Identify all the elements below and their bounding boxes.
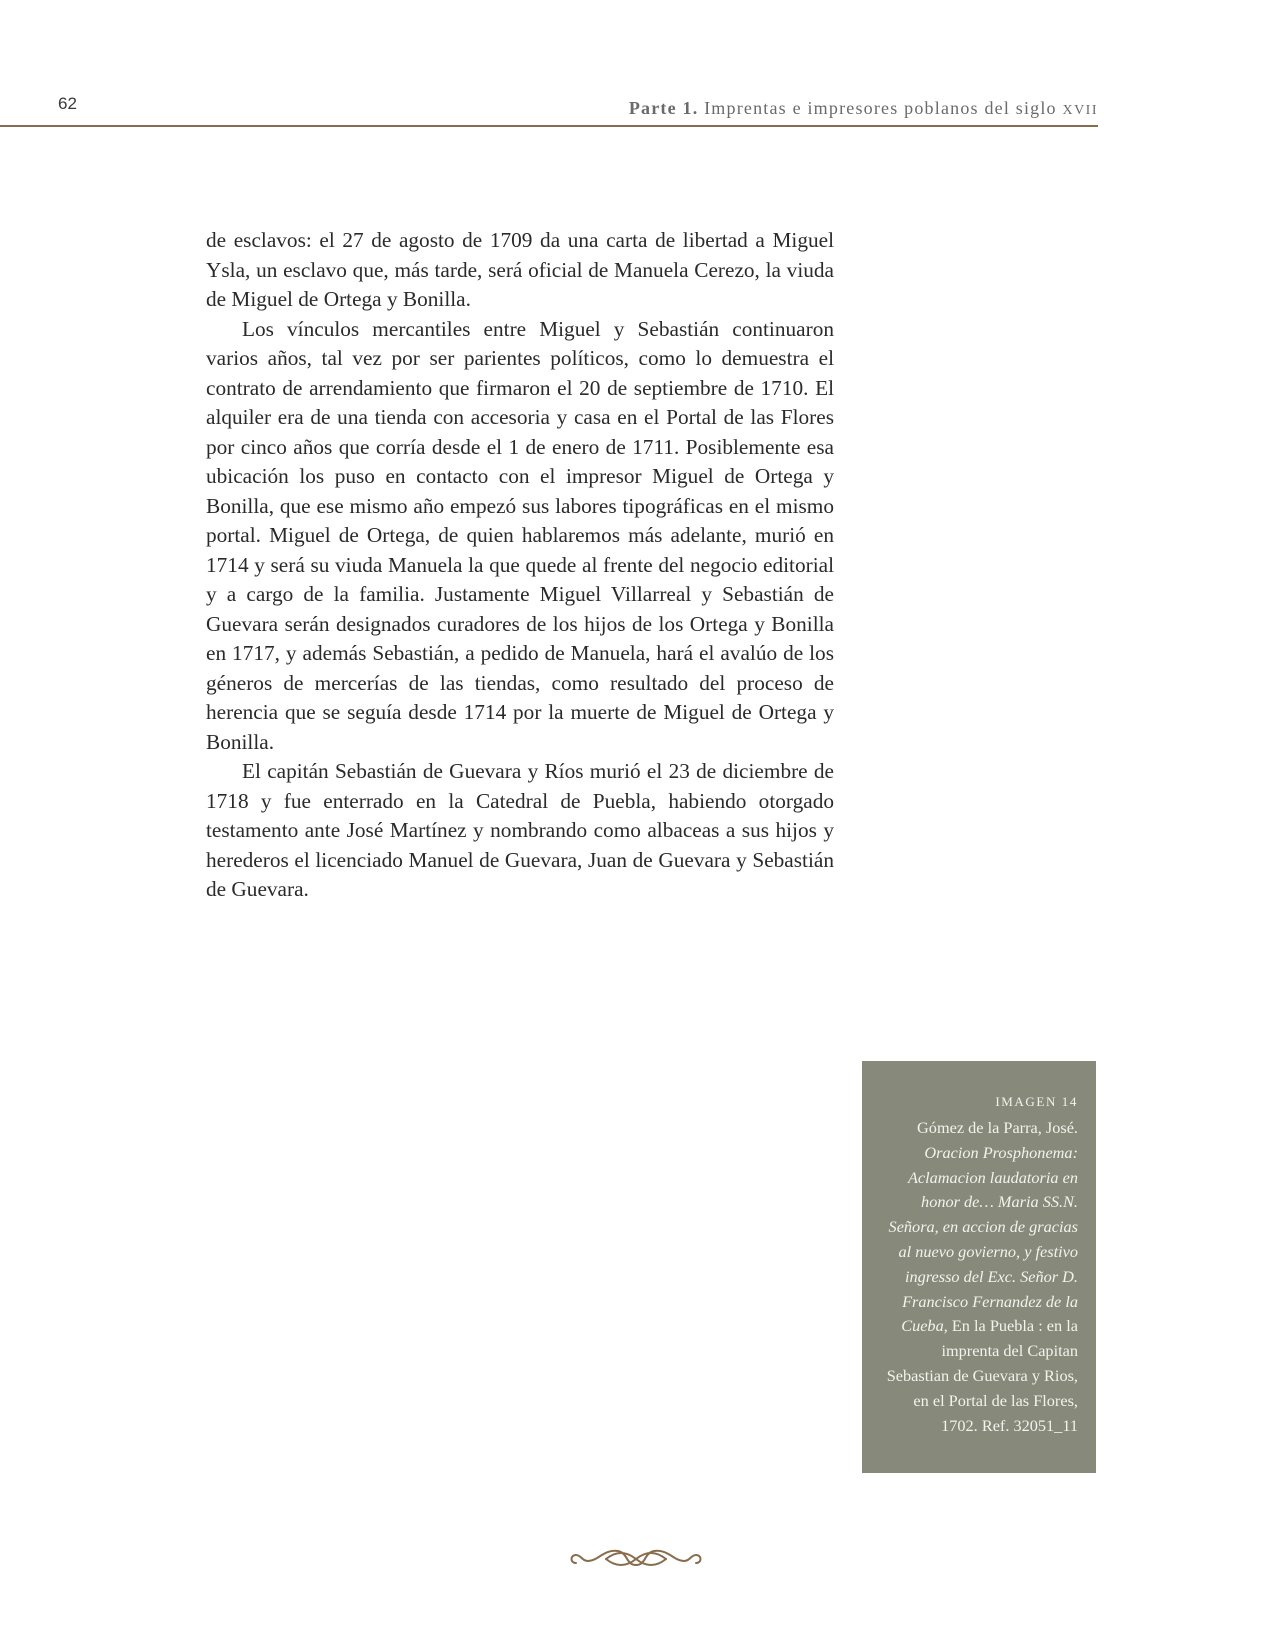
caption-title: Oracion Prosphonema: Aclamacion laudatoria en honor de… Maria SS.N. Señora, en accion de gracias al nuevo govierno, y festivo ingresso del Exc. Señor D. Francisco Fernandez de la Cueba bbox=[888, 1142, 1078, 1336]
caption-text bbox=[880, 1116, 1078, 1438]
page-number: 62 bbox=[58, 94, 77, 113]
running-head-part: Parte 1. bbox=[628, 98, 699, 118]
page-header bbox=[0, 0, 1275, 130]
body-text bbox=[206, 226, 834, 905]
caption-reference: Ref. 32051_11 bbox=[981, 1415, 1078, 1435]
paragraph: Los vínculos mercantiles entre Miguel y Sebastián continuaron varios años, tal vez por ser parientes políticos, como lo demuestra el contrato de arrendamiento que firmaron el 20 de septiembre de 1710. El alquiler era de una tienda con accesoria y casa en el Portal de las Flores por cinco años que corría desde el 1 de enero de 1711. Posiblemente esa ubicación los puso en contacto con el impresor Miguel de Ortega y Bonilla, que ese mismo año empezó sus labores tipográficas en el mismo portal. Miguel de Ortega, de quien hablaremos más adelante, murió en 1714 y será su viuda Manuela la que quede al frente del negocio editorial y a cargo de la familia. Justamente Miguel Villarreal y Sebastián de Guevara serán designados curadores de los hijos de los Ortega y Bonilla en 1717, y además Sebastián, a pedido de Manuela, hará el avalúo de los géneros de mercerías de las tiendas, como resultado del proceso de herencia que se seguía desde 1714 por la muerte de Miguel de Ortega y Bonilla. bbox=[206, 316, 834, 754]
running-head-century: XVII bbox=[1062, 103, 1098, 118]
running-head-title: Imprentas e impresores poblanos del siglo bbox=[704, 98, 1057, 118]
paragraph: El capitán Sebastián de Guevara y Ríos murió el 23 de diciembre de 1718 y fue enterrado en la Catedral de Puebla, habiendo otorgado testamento ante José Martínez y nombrando como albaceas a sus hijos y herederos el licenciado Manuel de Guevara, Juan de Guevara y Sebastián de Guevara. bbox=[206, 759, 834, 901]
paragraph: de esclavos: el 27 de agosto de 1709 da una carta de libertad a Miguel Ysla, un esclavo que, más tarde, será oficial de Manuela Cerezo, la viuda de Miguel de Ortega y Bonilla. bbox=[206, 228, 834, 311]
caption-label: IMAGEN 14 bbox=[995, 1094, 1078, 1109]
caption-imprint: , En la Puebla : en la imprenta del Capitan Sebastian de Guevara y Rios, en el Portal de las Flores, 1702. bbox=[886, 1316, 1078, 1435]
caption-author: Gómez de la Parra, José. bbox=[917, 1118, 1078, 1137]
scroll-flourish-icon bbox=[566, 1543, 706, 1573]
image-caption bbox=[862, 1061, 1096, 1473]
header-rule bbox=[0, 125, 1098, 127]
running-head bbox=[629, 98, 1098, 119]
